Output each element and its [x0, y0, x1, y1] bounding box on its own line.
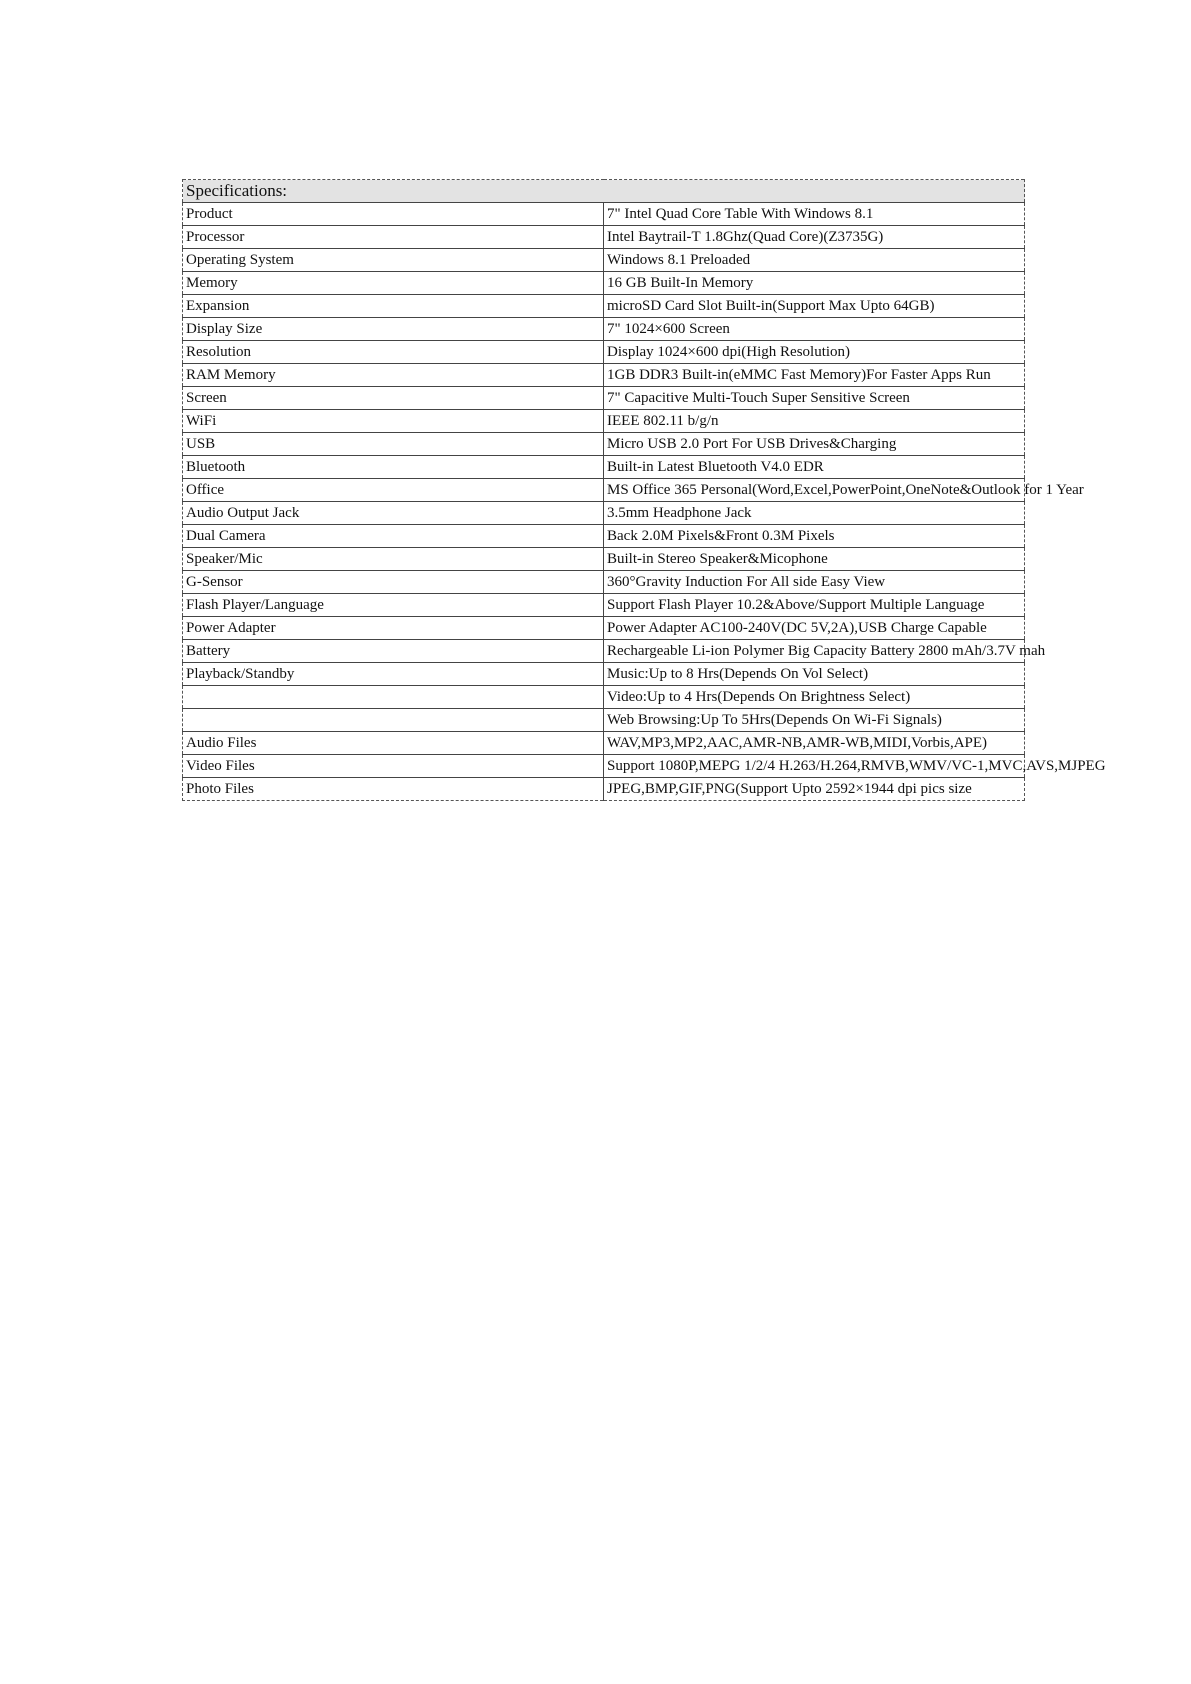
- spec-value: JPEG,BMP,GIF,PNG(Support Upto 2592×1944 dpi pics size: [604, 778, 1025, 801]
- spec-value: Built-in Stereo Speaker&Micophone: [604, 548, 1025, 571]
- table-row: [183, 341, 1025, 364]
- table-row: [183, 548, 1025, 571]
- table-row: [183, 387, 1025, 410]
- spec-label: Audio Files: [183, 732, 604, 755]
- spec-label: Battery: [183, 640, 604, 663]
- spec-value: Rechargeable Li-ion Polymer Big Capacity Battery 2800 mAh/3.7V mah: [604, 640, 1025, 663]
- spec-label: Flash Player/Language: [183, 594, 604, 617]
- spec-value: 7" Intel Quad Core Table With Windows 8.1: [604, 203, 1025, 226]
- table-row: [183, 502, 1025, 525]
- table-row: [183, 364, 1025, 387]
- spec-value: 3.5mm Headphone Jack: [604, 502, 1025, 525]
- table-header-row: [183, 180, 1025, 203]
- table-row: [183, 226, 1025, 249]
- table-row: [183, 525, 1025, 548]
- spec-value: microSD Card Slot Built-in(Support Max Upto 64GB): [604, 295, 1025, 318]
- spec-label: [183, 686, 604, 709]
- spec-value: 7" Capacitive Multi-Touch Super Sensitive Screen: [604, 387, 1025, 410]
- spec-label: Office: [183, 479, 604, 502]
- table-row: [183, 249, 1025, 272]
- specifications-table: [182, 179, 1106, 801]
- spec-label: USB: [183, 433, 604, 456]
- spec-value: Support 1080P,MEPG 1/2/4 H.263/H.264,RMVB,WMV/VC-1,MVC,AVS,MJPEG: [604, 755, 1025, 778]
- spec-value: Music:Up to 8 Hrs(Depends On Vol Select): [604, 663, 1025, 686]
- spec-value: Power Adapter AC100-240V(DC 5V,2A),USB Charge Capable: [604, 617, 1025, 640]
- spec-label: Video Files: [183, 755, 604, 778]
- spec-label: [183, 709, 604, 732]
- spec-value: 7" 1024×600 Screen: [604, 318, 1025, 341]
- spec-label: Audio Output Jack: [183, 502, 604, 525]
- spec-value: 360°Gravity Induction For All side Easy View: [604, 571, 1025, 594]
- table-header-title: Specifications:: [183, 180, 1025, 203]
- spec-label: Photo Files: [183, 778, 604, 801]
- spec-value: Video:Up to 4 Hrs(Depends On Brightness Select): [604, 686, 1025, 709]
- spec-label: Product: [183, 203, 604, 226]
- table-row: [183, 203, 1025, 226]
- table-row: [183, 640, 1025, 663]
- spec-label: Display Size: [183, 318, 604, 341]
- table-row: [183, 479, 1025, 502]
- spec-label: Screen: [183, 387, 604, 410]
- table-row: [183, 594, 1025, 617]
- spec-value: Web Browsing:Up To 5Hrs(Depends On Wi-Fi Signals): [604, 709, 1025, 732]
- table-row: [183, 732, 1025, 755]
- spec-label: Bluetooth: [183, 456, 604, 479]
- spec-value: WAV,MP3,MP2,AAC,AMR-NB,AMR-WB,MIDI,Vorbis,APE): [604, 732, 1025, 755]
- table-row: [183, 663, 1025, 686]
- table-row: [183, 571, 1025, 594]
- spec-value: 16 GB Built-In Memory: [604, 272, 1025, 295]
- table-row: [183, 433, 1025, 456]
- table-row: [183, 456, 1025, 479]
- spec-label: Processor: [183, 226, 604, 249]
- table-row: [183, 755, 1025, 778]
- spec-value: Windows 8.1 Preloaded: [604, 249, 1025, 272]
- spec-label: Resolution: [183, 341, 604, 364]
- spec-value: Back 2.0M Pixels&Front 0.3M Pixels: [604, 525, 1025, 548]
- spec-value: Built-in Latest Bluetooth V4.0 EDR: [604, 456, 1025, 479]
- spec-label: Operating System: [183, 249, 604, 272]
- table-row: [183, 778, 1025, 801]
- table-row: [183, 709, 1025, 732]
- spec-value: MS Office 365 Personal(Word,Excel,PowerPoint,OneNote&Outlook for 1 Year: [604, 479, 1025, 502]
- spec-value: Micro USB 2.0 Port For USB Drives&Charging: [604, 433, 1025, 456]
- table-row: [183, 617, 1025, 640]
- spec-label: Speaker/Mic: [183, 548, 604, 571]
- table-row: [183, 295, 1025, 318]
- table-row: [183, 410, 1025, 433]
- table-row: [183, 686, 1025, 709]
- spec-label: G-Sensor: [183, 571, 604, 594]
- spec-label: Expansion: [183, 295, 604, 318]
- spec-label: Memory: [183, 272, 604, 295]
- spec-value: IEEE 802.11 b/g/n: [604, 410, 1025, 433]
- spec-value: Intel Baytrail-T 1.8Ghz(Quad Core)(Z3735G): [604, 226, 1025, 249]
- spec-label: Dual Camera: [183, 525, 604, 548]
- spec-label: Playback/Standby: [183, 663, 604, 686]
- spec-value: Display 1024×600 dpi(High Resolution): [604, 341, 1025, 364]
- spec-value: 1GB DDR3 Built-in(eMMC Fast Memory)For Faster Apps Run: [604, 364, 1025, 387]
- spec-value: Support Flash Player 10.2&Above/Support Multiple Language: [604, 594, 1025, 617]
- table-row: [183, 272, 1025, 295]
- spec-label: Power Adapter: [183, 617, 604, 640]
- specifications-table-body: [183, 180, 1106, 801]
- spec-label: RAM Memory: [183, 364, 604, 387]
- spec-label: WiFi: [183, 410, 604, 433]
- table-row: [183, 318, 1025, 341]
